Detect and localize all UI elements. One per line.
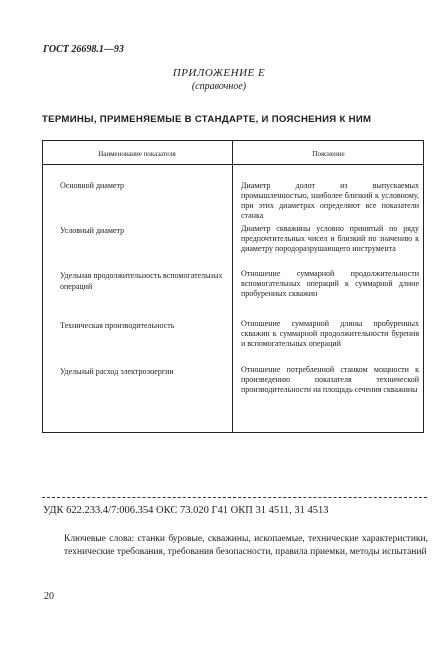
table-row-explanation: Отношение суммарной длины пробуренных скважин к суммарной продолжительности бурения и вспомогательных операций bbox=[241, 319, 419, 348]
table-row-term: Техническая производительность bbox=[60, 321, 175, 330]
table-row-term: Удельный расход электроэнергии bbox=[60, 367, 174, 376]
column-header-explanation: Пояснение bbox=[312, 150, 345, 158]
table-row-explanation: Отношение потребленной станком мощности к произведению показателя технической производительности на площадь сечения скважины bbox=[241, 365, 419, 394]
appendix-subtitle: (справочное) bbox=[191, 81, 247, 92]
table-row-term: Условный диаметр bbox=[60, 226, 125, 235]
footer-separator bbox=[42, 497, 427, 499]
table-row-explanation: Отношение суммарной продолжительности вспомогательных операций к суммарной длине пробуренных скважин bbox=[241, 269, 419, 298]
classification-codes: УДК 622.233.4/7:006.354 ОКС 73.020 Г41 ОКП 31 4511, 31 4513 bbox=[43, 505, 329, 516]
table-row-explanation: Диаметр долот из выпускаемых промышленностью, наиболее близкий к условному, при этих диаметрах определяют все показатели станка bbox=[241, 181, 419, 220]
table-row-explanation: Диаметр скважины условно принятый по ряду предпочтительных чисел и близкий по значению к диаметру породоразрушающего инструмента bbox=[241, 224, 419, 253]
column-header-term: Наименование показателя bbox=[98, 150, 176, 158]
appendix-title: ПРИЛОЖЕНИЕ Е bbox=[172, 67, 266, 79]
standard-number: ГОСТ 26698.1—93 bbox=[43, 44, 124, 55]
page-number: 20 bbox=[44, 591, 54, 602]
table-row-term: Удельная продолжительность вспомогательных операций bbox=[60, 271, 223, 291]
table-column-divider bbox=[232, 140, 233, 433]
table-header-divider bbox=[42, 164, 424, 165]
table-row-term: Основной диаметр bbox=[60, 181, 125, 190]
keywords: Ключевые слова: станки буровые, скважины, ископаемые, технические характеристики, технические требования, требования безопасности, правила приемки, методы испытаний bbox=[64, 534, 428, 557]
section-heading: ТЕРМИНЫ, ПРИМЕНЯЕМЫЕ В СТАНДАРТЕ, И ПОЯСНЕНИЯ К НИМ bbox=[42, 114, 372, 125]
